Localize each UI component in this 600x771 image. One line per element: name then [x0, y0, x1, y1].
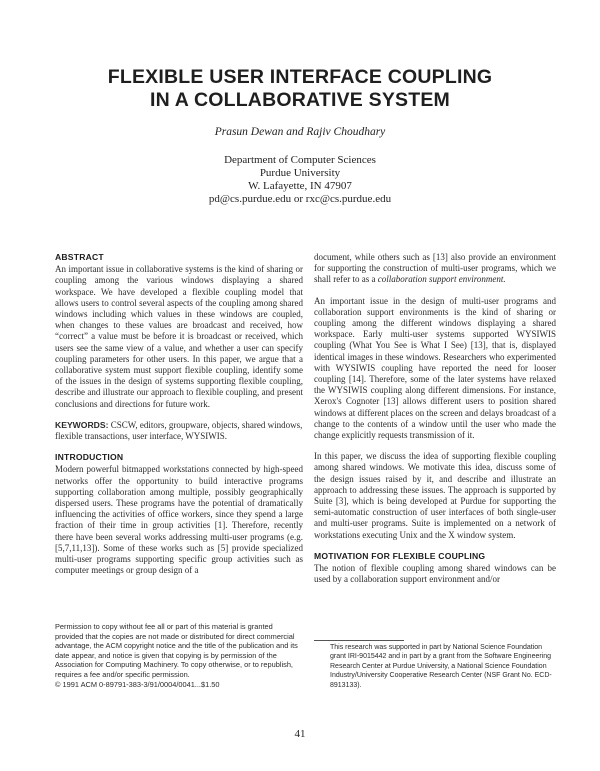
- affiliation-block: [0, 154, 600, 206]
- affiliation-department: Department of Computer Sciences: [224, 154, 376, 166]
- footnote-rule: [314, 640, 404, 641]
- affiliation-email: pd@cs.purdue.edu or rxc@cs.purdue.edu: [208, 193, 392, 205]
- keywords-block: [55, 420, 303, 442]
- affiliation-university: Purdue University: [259, 167, 341, 179]
- paper-title: [0, 66, 600, 112]
- permission-text: Permission to copy without fee all or part of this material is granted provided that the copies are not made or distributed for direct commercial advantage, the ACM copyright notice and the title of the publication and its date appear, and notice is given that copying is by permission of the Association for Computing Machinery. To copy otherwise, or to republish, requires a fee and/or specific permission.: [55, 622, 298, 679]
- permission-notice: [55, 622, 303, 689]
- motivation-text: The notion of flexible coupling among shared windows can be used by a collaboration support environment and/or: [314, 563, 556, 585]
- abstract-heading: ABSTRACT: [55, 252, 104, 262]
- right-para-3: In this paper, we discuss the idea of supporting flexible coupling among shared windows. We motivate this idea, discuss some of the design issues raised by it, and describe and illustrate an approach to addressing these issues. The approach is supported by Suite [3], which is being developed at Purdue for supporting the semi-automatic construction of user interfaces of both single-user and multi-user programs. Suite is implemented on a network of workstations executing Unix and the X window system.: [314, 451, 556, 540]
- author-names: Prasun Dewan and Rajiv Choudhary: [214, 126, 386, 138]
- copyright-line: © 1991 ACM 0-89791-383-3/91/0004/0041...$1.50: [55, 679, 220, 689]
- title-line-2: IN A COLLABORATIVE SYSTEM: [149, 89, 451, 111]
- right-para-1-italic: collaboration support environment.: [377, 274, 506, 285]
- motivation-heading: MOTIVATION FOR FLEXIBLE COUPLING: [314, 550, 486, 561]
- funding-footnote: This research was supported in part by National Science Foundation grant IRI-9015442 and in part by a grant from the Software Engineering Research Center at Purdue University, a National Science Foundation Industry/University Cooperative Research Center (NSF Grant No. ECD-8913133).: [330, 644, 552, 689]
- keywords-heading: KEYWORDS:: [55, 419, 109, 430]
- keywords-text: CSCW, editors, groupware, objects, shared windows, flexible transactions, user interface, WYSIWIS.: [55, 419, 303, 442]
- right-column: [314, 252, 556, 595]
- introduction-text: Modern powerful bitmapped workstations connected by high-speed networks offer the opportunity to build interactive programs supporting collaboration among multiple, possibly geographically dispersed users. These programs have the potential of dramatically influencing the activities of office workers, since they spend a large fraction of their time in group activities [1]. Therefore, recently there have been several works addressing multi-user programs (e.g. [5,7,11,13]). Some of these works such as [5] provide specialized multi-user programs supporting specific group activities such as computer meetings or group design of a: [55, 464, 303, 576]
- affiliation-city: W. Lafayette, IN 47907: [248, 180, 352, 192]
- right-para-1-text: document, while others such as [13] also provide an environment for supporting the construction of multi-user programs, which we shall refer to as a: [314, 252, 556, 285]
- abstract-text: An important issue in collaborative systems is the kind of sharing or coupling among the various windows displaying a shared workspace. We have developed a flexible coupling model that allows users to control several aspects of the coupling among shared windows including which values in these windows are coupled, when changes to these values are broadcast and received, how “correct” a value must be before it is broadcast or received, which users see the same view of a value, and whether a user can specify coupling parameters for other users. In this paper, we argue that a collaborative system must support flexible coupling, identify some of the issues in the design of systems supporting flexible coupling, describe and illustrate our approach to flexible coupling, and present conclusions and directions for future work.: [55, 264, 303, 409]
- introduction-heading: INTRODUCTION: [55, 452, 124, 463]
- right-para-1: [314, 252, 556, 286]
- title-line-1: FLEXIBLE USER INTERFACE COUPLING: [107, 66, 493, 88]
- right-para-2: An important issue in the design of multi-user programs and collaboration support environments is the kind of sharing or coupling among the different windows displaying a shared workspace. Early multi-user systems supported WYSIWIS coupling (What You See is What I See) [13], that is, displayed identical images in these windows. Researchers who experimented with WYSIWIS coupling have reported the need for looser coupling [14]. Therefore, some of the later systems have relaxed the WYSIWIS coupling along different dimensions. For instance, Xerox's Cognoter [13] allows different users to position shared windows at different places on the screen and delays broadcast of a change to the contents of a window until the user who made the change explicitly requests transmission of it.: [314, 295, 556, 441]
- left-column: [55, 252, 303, 586]
- page-number: 41: [294, 728, 306, 740]
